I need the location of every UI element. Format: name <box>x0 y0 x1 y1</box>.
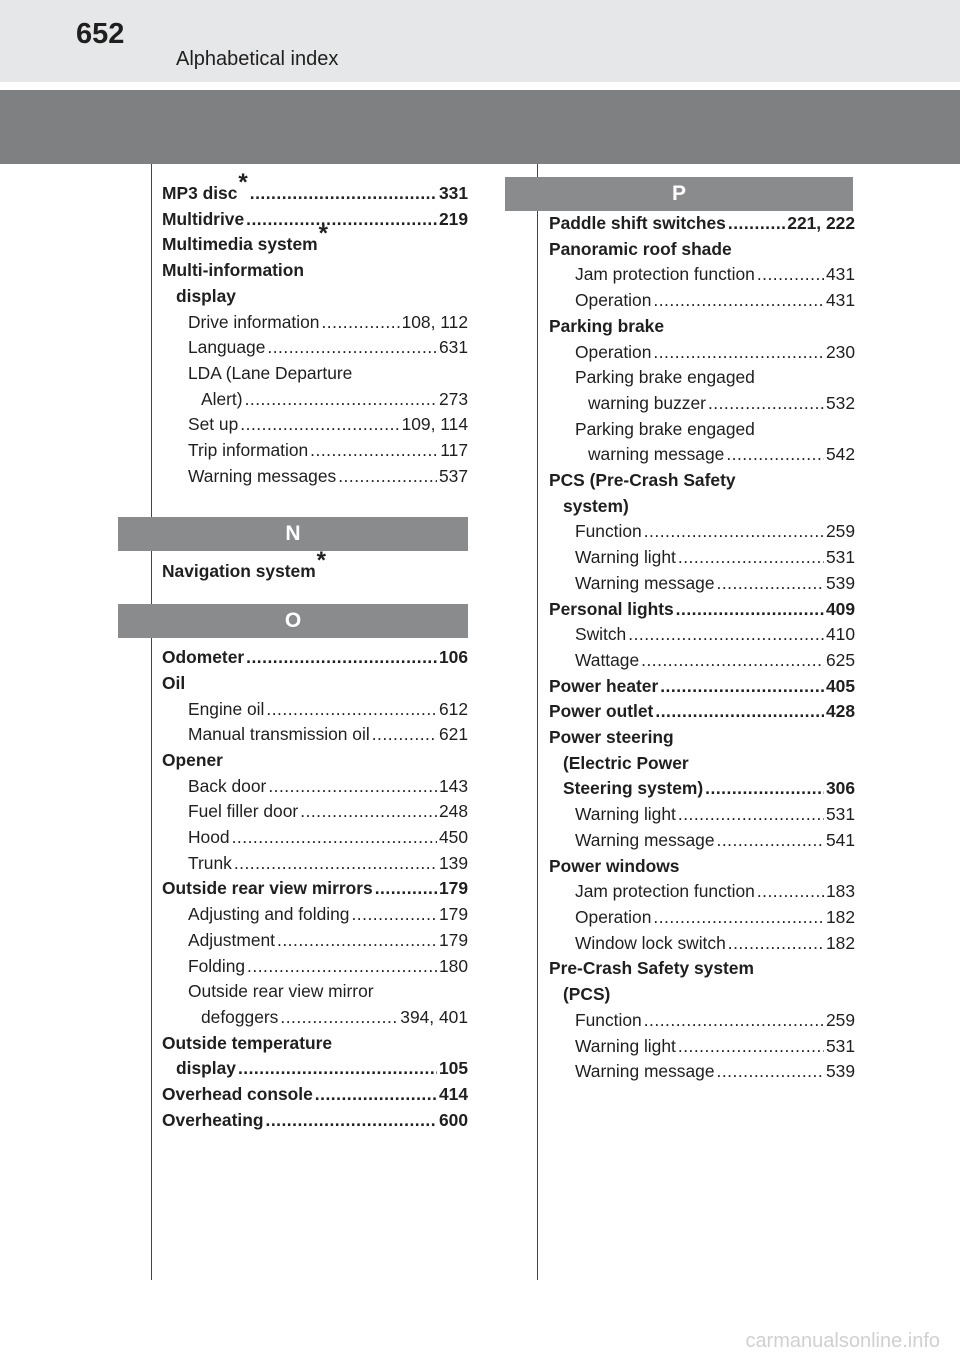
dot-leader <box>310 438 438 464</box>
index-entry-page: 450 <box>438 827 468 848</box>
index-entry-page: 117 <box>440 440 468 461</box>
dot-leader <box>372 722 437 748</box>
index-entry <box>549 1059 855 1085</box>
index-entry <box>162 799 468 825</box>
index-entry-term: Multimedia system <box>162 234 318 255</box>
index-entry <box>549 802 855 828</box>
dot-leader <box>717 828 824 854</box>
index-entry <box>549 519 855 545</box>
index-entry-term: Function <box>575 521 642 542</box>
index-entry-term: Alert) <box>201 388 243 409</box>
index-entry-page: 428 <box>825 701 855 722</box>
index-entry-page: 612 <box>438 698 468 719</box>
dot-leader <box>653 905 824 931</box>
index-entry <box>549 417 855 443</box>
index-entry-page: 182 <box>825 906 855 927</box>
dot-leader <box>678 545 824 571</box>
index-entry-term: Function <box>575 1009 642 1030</box>
index-entry <box>162 876 468 902</box>
index-entry <box>162 902 468 928</box>
index-entry-term: Navigation system <box>162 561 316 582</box>
index-entry-term: Paddle shift switches <box>549 213 726 233</box>
dot-leader <box>246 207 437 233</box>
index-entry-term: Oil <box>162 672 186 693</box>
dot-leader <box>234 851 437 877</box>
index-entry <box>549 545 855 571</box>
index-entry-term: Manual transmission oil <box>188 724 370 745</box>
index-entry-page: 532 <box>825 392 855 413</box>
index-entry-term: Trunk <box>188 852 232 873</box>
index-entry-page: 531 <box>825 1035 855 1056</box>
index-entry <box>162 1082 468 1108</box>
watermark: carmanualsonline.info <box>745 1330 940 1352</box>
dot-leader <box>628 622 824 648</box>
dot-leader <box>757 879 824 905</box>
index-entry-page: 230 <box>825 341 855 362</box>
index-entry-term: Parking brake engaged <box>575 367 755 388</box>
index-entry-term: Folding <box>188 955 246 976</box>
index-entry-term: Multidrive <box>162 208 245 229</box>
index-entry-term: display <box>176 285 236 306</box>
index-entry <box>549 365 855 391</box>
index-entry <box>162 928 468 954</box>
index-entry <box>549 725 855 751</box>
index-entry <box>549 288 855 314</box>
index-entry <box>549 982 855 1008</box>
dot-leader <box>338 464 437 490</box>
index-entry-term: Parking brake engaged <box>575 418 755 439</box>
index-entry <box>549 211 855 237</box>
index-entry <box>549 931 855 957</box>
index-entry-page: 331 <box>438 183 468 203</box>
index-entry <box>162 412 468 438</box>
index-entry-term: Outside rear view mirrors <box>162 878 373 899</box>
index-entry <box>549 854 855 880</box>
index-entry-page: 431 <box>825 264 855 285</box>
index-entry <box>162 851 468 877</box>
index-entry-term: (Electric Power <box>563 752 689 773</box>
index-entry-page: 542 <box>825 444 855 465</box>
index-entry-term: Overhead console <box>162 1084 313 1105</box>
index-entry <box>549 751 855 777</box>
index-entry <box>162 1005 468 1031</box>
index-entry-page: 259 <box>825 1009 855 1030</box>
index-entry-term: (PCS) <box>563 984 611 1005</box>
index-entry <box>549 905 855 931</box>
index-entry-page: 105 <box>438 1058 468 1079</box>
index-entry-page: 405 <box>825 675 855 696</box>
index-entry <box>162 310 468 336</box>
dot-leader <box>321 310 399 336</box>
index-entry <box>549 1008 855 1034</box>
index-entry-term: Back door <box>188 775 267 796</box>
index-entry-page: 306 <box>825 778 855 799</box>
dot-leader <box>246 645 437 671</box>
index-entry <box>549 956 855 982</box>
index-entry-page: 409 <box>825 598 855 619</box>
index-entry-term: Language <box>188 337 266 358</box>
column-divider-right <box>537 164 538 1280</box>
index-entry <box>549 571 855 597</box>
index-entry <box>549 828 855 854</box>
dot-leader <box>653 340 824 366</box>
index-entry-term: defoggers <box>201 1006 279 1027</box>
dot-leader <box>653 288 824 314</box>
dot-leader <box>717 571 824 597</box>
index-entry-page: 431 <box>825 290 855 311</box>
index-entry <box>162 1056 468 1082</box>
index-entry <box>162 645 468 671</box>
index-entry <box>162 284 468 310</box>
dot-leader <box>238 1056 437 1082</box>
index-entry-term: Warning message <box>575 829 715 850</box>
index-entry-page: 410 <box>825 624 855 645</box>
index-entry-page: 539 <box>825 1061 855 1082</box>
index-entry-page: 631 <box>438 337 468 358</box>
index-group-m <box>162 169 468 489</box>
index-entry-term: Warning light <box>575 547 676 568</box>
dot-leader <box>280 1005 398 1031</box>
index-entry <box>162 748 468 774</box>
index-entry-term: Panoramic roof shade <box>549 238 732 259</box>
dot-leader <box>660 674 824 700</box>
dot-leader <box>644 1008 824 1034</box>
index-entry-page: 625 <box>825 649 855 670</box>
index-entry-page: 539 <box>825 572 855 593</box>
index-entry <box>162 697 468 723</box>
index-entry <box>162 1108 468 1134</box>
index-entry <box>549 648 855 674</box>
index-entry <box>162 335 468 361</box>
index-entry <box>549 597 855 623</box>
dot-leader <box>351 902 437 928</box>
index-entry-page: 180 <box>438 955 468 976</box>
dot-leader <box>232 825 437 851</box>
dot-leader <box>655 699 824 725</box>
index-entry-term: Adjusting and folding <box>188 904 350 925</box>
index-entry-page: 621 <box>438 724 468 745</box>
index-entry-page: 531 <box>825 804 855 825</box>
index-entry-term: Overheating <box>162 1109 264 1130</box>
page-header <box>0 0 960 82</box>
index-entry <box>549 494 855 520</box>
index-entry-term: Trip information <box>188 440 309 461</box>
index-entry <box>162 774 468 800</box>
index-entry: Multimedia system * <box>162 232 468 258</box>
index-entry-term: Outside temperature <box>162 1032 333 1053</box>
index-entry-page: 531 <box>825 547 855 568</box>
index-entry-term: Warning light <box>575 804 676 825</box>
index-entry-page: 179 <box>438 904 468 925</box>
index-entry-term: Adjustment <box>188 929 275 950</box>
index-entry <box>162 361 468 387</box>
index-entry-page: 143 <box>438 775 468 796</box>
dot-leader <box>265 1108 437 1134</box>
index-entry <box>549 674 855 700</box>
index-entry <box>549 314 855 340</box>
dot-leader <box>247 954 437 980</box>
dot-leader <box>268 774 437 800</box>
index-entry-term: Wattage <box>575 649 640 670</box>
dot-leader <box>728 211 785 237</box>
index-entry-term: Operation <box>575 906 652 927</box>
index-entry-term: Steering system) <box>563 778 704 799</box>
index-entry <box>162 258 468 284</box>
index-entry-term: Outside rear view mirror <box>188 981 374 1002</box>
dot-leader <box>266 697 437 723</box>
section-header-o: O <box>118 604 468 638</box>
index-entry-term: Operation <box>575 290 652 311</box>
index-entry-term: MP3 disc <box>162 183 238 203</box>
index-entry-term: Window lock switch <box>575 932 726 953</box>
index-entry <box>549 262 855 288</box>
index-entry-term: Multi-information <box>162 260 304 281</box>
index-entry-term: Power steering <box>549 727 674 748</box>
index-entry-page: 273 <box>438 388 468 409</box>
index-entry-term: Fuel filler door <box>188 801 299 822</box>
dot-leader <box>728 931 824 957</box>
dot-leader <box>676 597 824 623</box>
index-entry-page: 179 <box>438 878 468 899</box>
dot-leader <box>708 391 824 417</box>
index-entry <box>162 1031 468 1057</box>
index-entry-term: Warning message <box>575 572 715 593</box>
index-entry-page: 248 <box>438 801 468 822</box>
index-entry-page: 414 <box>438 1084 468 1105</box>
index-entry-term: Personal lights <box>549 598 674 619</box>
index-entry-page: 108, 112 <box>401 311 468 332</box>
index-entry: Navigation system * <box>162 559 468 585</box>
dot-leader <box>375 876 437 902</box>
index-entry-term: Odometer <box>162 647 245 668</box>
dot-leader <box>240 412 399 438</box>
index-entry-term: Warning message <box>575 1061 715 1082</box>
section-header-n: N <box>118 517 468 551</box>
index-entry-term: Power heater <box>549 675 659 696</box>
index-entry <box>549 468 855 494</box>
index-entry: MP3 disc * ..... 331 <box>162 181 468 207</box>
index-entry <box>162 671 468 697</box>
index-entry-term: PCS (Pre-Crash Safety <box>549 470 736 491</box>
index-entry-page: 219 <box>438 208 468 229</box>
index-entry <box>549 776 855 802</box>
index-entry-page: 259 <box>825 521 855 542</box>
index-entry-term: Pre-Crash Safety system <box>549 958 754 979</box>
index-entry <box>549 340 855 366</box>
index-entry <box>162 207 468 233</box>
index-entry-term: Hood <box>188 827 230 848</box>
index-entry-term: display <box>176 1058 236 1079</box>
dot-leader <box>644 519 824 545</box>
index-entry <box>162 464 468 490</box>
index-entry-page: 183 <box>825 881 855 902</box>
dot-leader <box>726 442 824 468</box>
index-entry-term: Power windows <box>549 855 680 876</box>
dot-leader <box>267 335 437 361</box>
header-band <box>0 90 960 164</box>
index-entry-term: LDA (Lane Departure <box>188 362 353 383</box>
section-header-p: P <box>505 177 853 211</box>
index-entry-term: warning buzzer <box>588 392 706 413</box>
index-entry-page: 537 <box>438 465 468 486</box>
index-entry <box>549 1034 855 1060</box>
index-entry-term: Opener <box>162 749 223 770</box>
index-entry-term: Jam protection function <box>575 881 755 902</box>
index-entry <box>162 438 468 464</box>
index-entry-page: 109, 114 <box>401 414 468 435</box>
index-entry-term: Warning messages <box>188 465 337 486</box>
index-entry <box>549 699 855 725</box>
index-group-n <box>162 547 468 585</box>
index-entry <box>549 442 855 468</box>
index-entry <box>162 954 468 980</box>
index-entry <box>162 387 468 413</box>
index-entry-page: 106 <box>438 647 468 668</box>
index-entry-page: 541 <box>825 829 855 850</box>
index-entry-page: 221, 222 <box>787 213 855 233</box>
dot-leader <box>277 928 437 954</box>
index-column-right <box>549 211 855 1085</box>
index-entry-term: Drive information <box>188 311 320 332</box>
index-entry <box>549 237 855 263</box>
index-entry-term: warning message <box>588 444 725 465</box>
index-entry <box>162 825 468 851</box>
index-entry-page: 139 <box>438 852 468 873</box>
dot-leader <box>757 262 824 288</box>
index-column-left <box>162 169 468 1134</box>
index-entry-term: Power outlet <box>549 701 654 722</box>
dot-leader <box>678 1034 824 1060</box>
index-entry-term: Operation <box>575 341 652 362</box>
page-title: Alphabetical index <box>176 48 339 70</box>
index-entry-term: system) <box>563 495 629 516</box>
index-entry <box>549 879 855 905</box>
index-entry-term: Switch <box>575 624 627 645</box>
index-entry <box>549 391 855 417</box>
index-entry <box>162 979 468 1005</box>
dot-leader <box>245 387 437 413</box>
index-entry-term: Engine oil <box>188 698 265 719</box>
dot-leader <box>678 802 824 828</box>
index-entry <box>162 722 468 748</box>
index-group-o <box>162 645 468 1133</box>
dot-leader <box>250 181 437 207</box>
dot-leader <box>705 776 824 802</box>
index-entry-term: Set up <box>188 414 239 435</box>
index-entry-page: 394, 401 <box>400 1006 468 1027</box>
index-entry-term: Jam protection function <box>575 264 755 285</box>
dot-leader <box>315 1082 437 1108</box>
dot-leader <box>641 648 824 674</box>
index-group-p <box>549 211 855 1085</box>
page-number: 652 <box>76 18 125 50</box>
column-divider-left <box>151 164 152 1280</box>
index-entry-term: Warning light <box>575 1035 676 1056</box>
dot-leader <box>300 799 437 825</box>
dot-leader <box>717 1059 824 1085</box>
index-entry-page: 600 <box>438 1109 468 1130</box>
index-entry-page: 182 <box>825 932 855 953</box>
index-entry-page: 179 <box>438 929 468 950</box>
index-entry-term: Parking brake <box>549 315 665 336</box>
index-entry <box>549 622 855 648</box>
